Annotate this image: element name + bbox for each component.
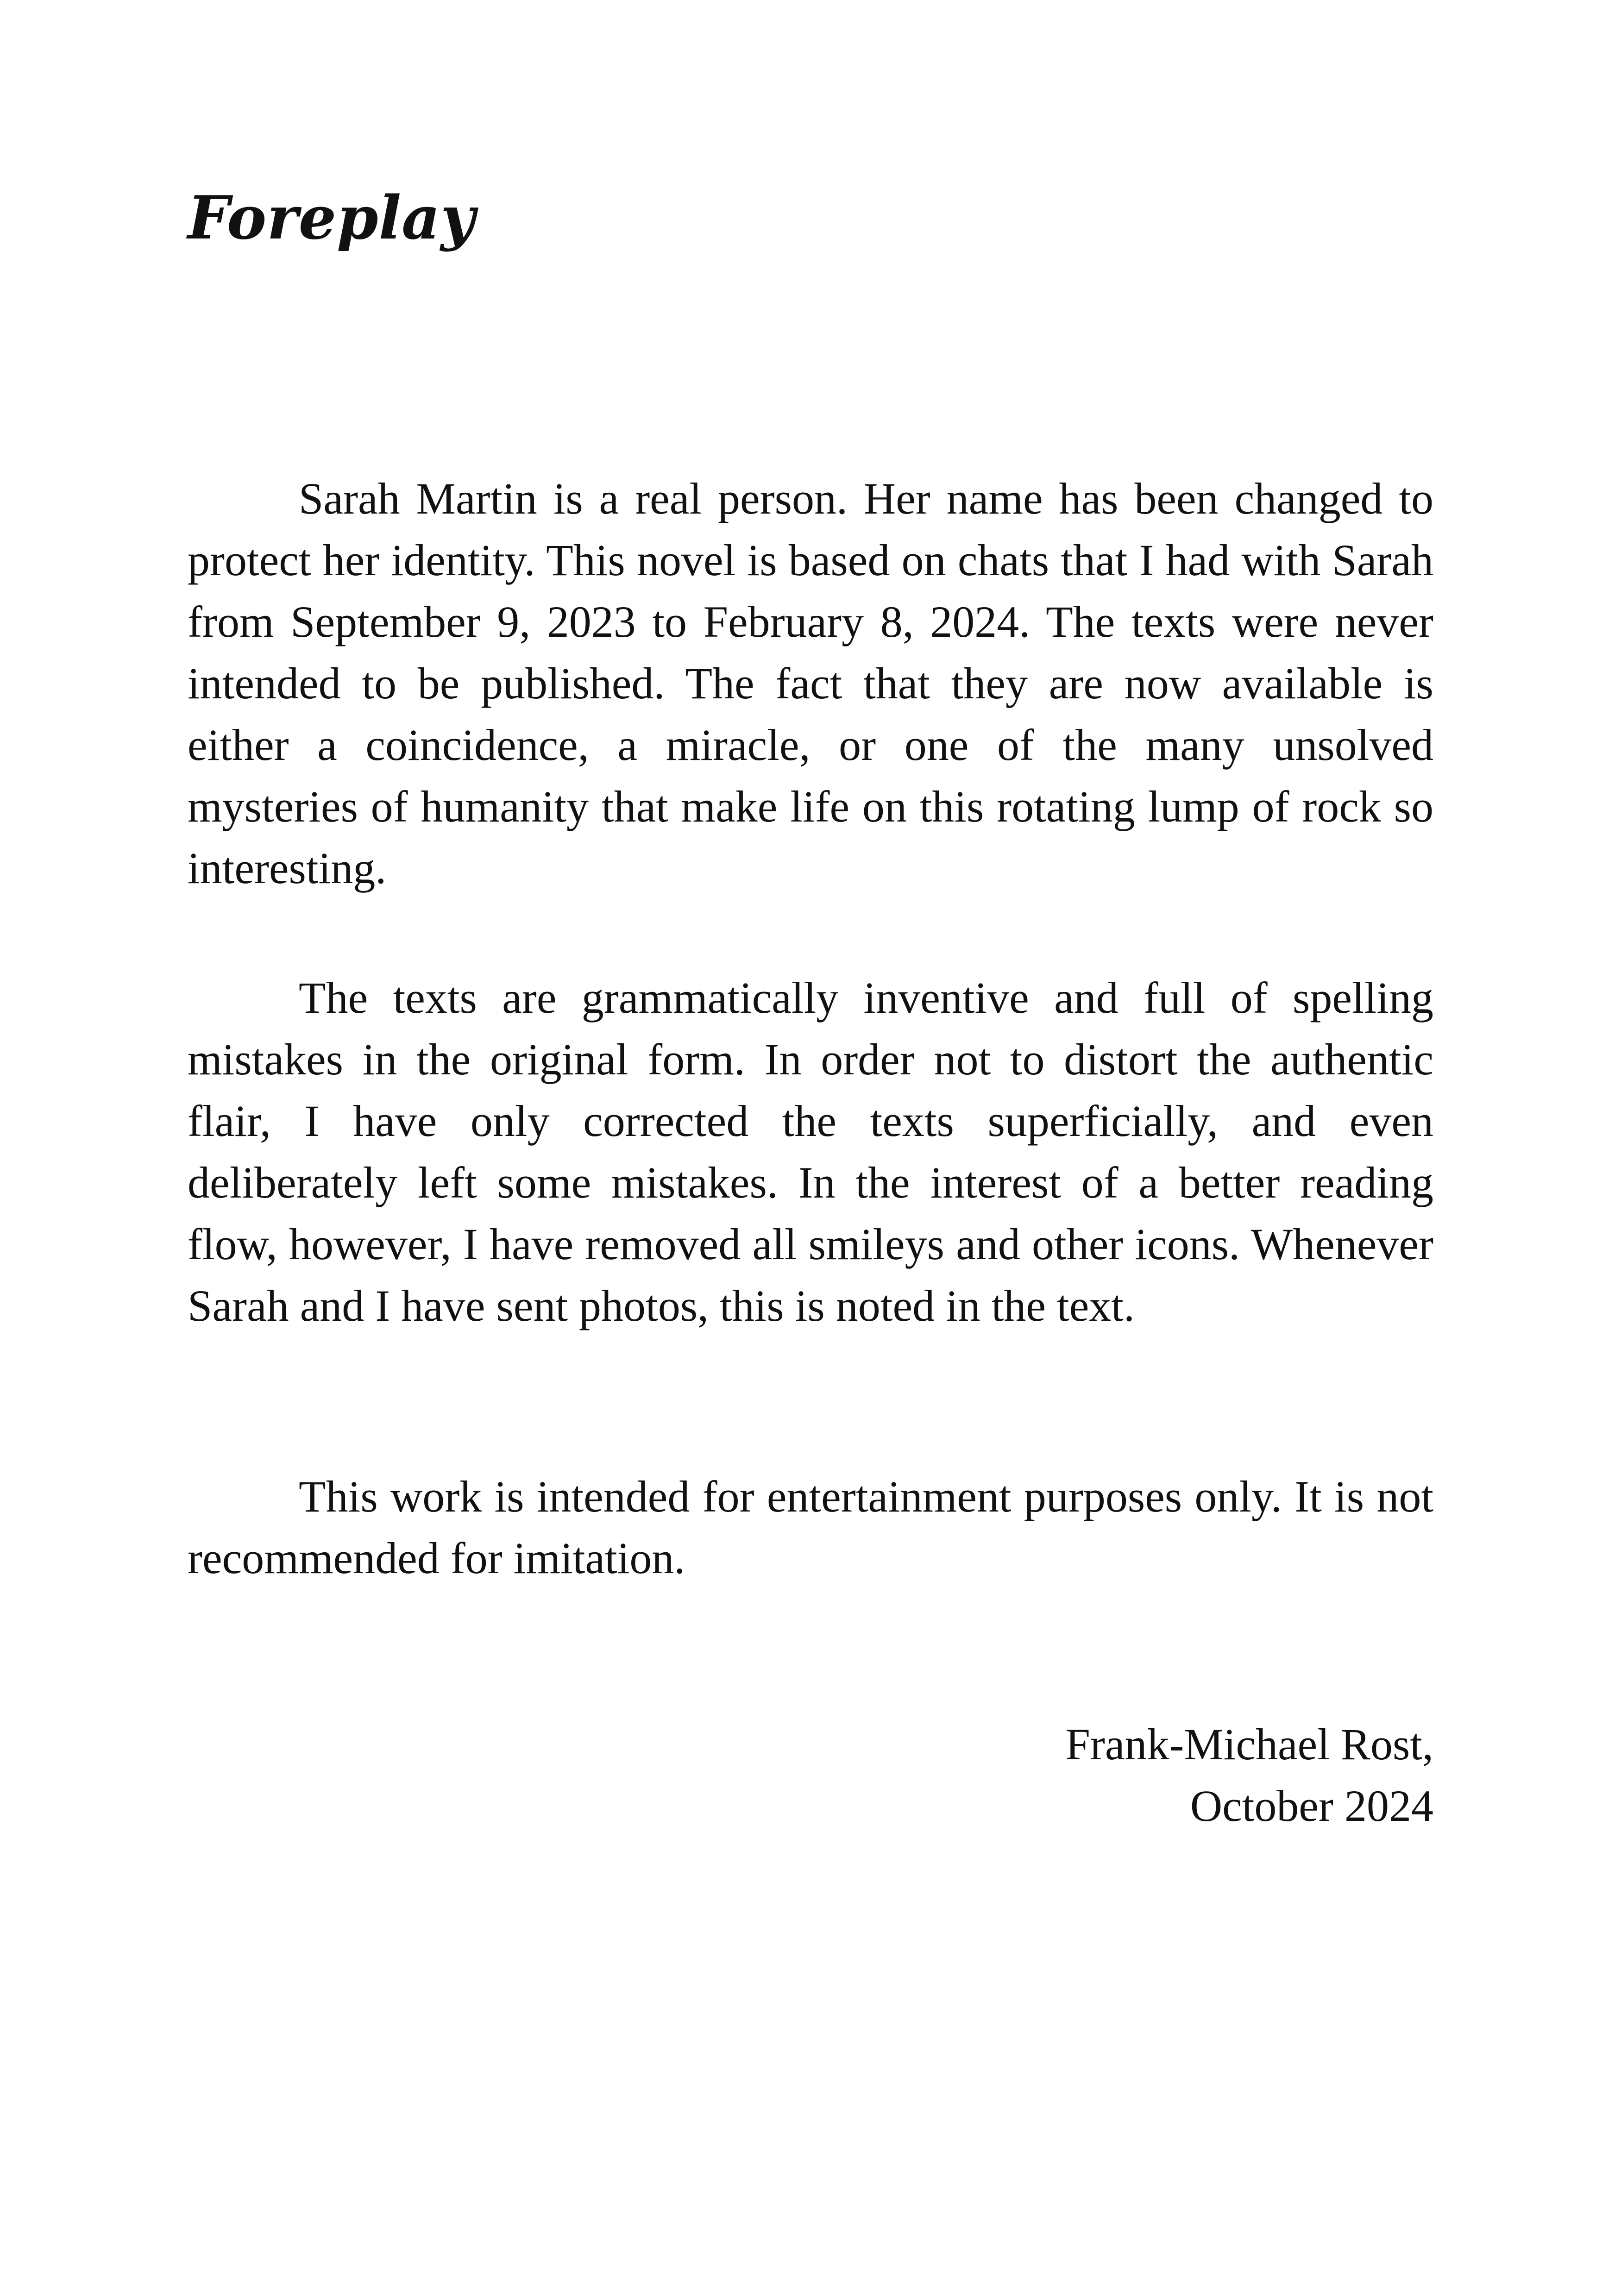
signature-author: Frank-Michael Rost,	[1065, 1719, 1433, 1769]
signature-date: October 2024	[1190, 1781, 1433, 1831]
paragraph-1: Sarah Martin is a real person. Her name has been changed to protect her identity. This novel is based on chats that I had with Sarah from September 9, 2023 to February 8, 2024. The texts were never intended to be published. The fact that they are now available is either a coincidence, a miracle, or one of the many unsolved mysteries of humanity that make life on this rotating lump of rock so interesting.	[188, 474, 1433, 893]
paragraph-2: The texts are grammatically inventive and full of spelling mistakes in the original form. In order not to distort the authentic flair, I have only corrected the texts superficially, and even deliberately left some mistakes. In the interest of a better reading flow, however, I have removed all smileys and other icons. Whenever Sarah and I have sent photos, this is noted in the text.	[188, 973, 1433, 1330]
page-title: Foreplay	[188, 183, 476, 253]
paragraph-3: This work is intended for entertainment purposes only. It is not recommended for imitation.	[188, 1472, 1433, 1583]
signature-block	[1065, 1713, 1433, 1837]
